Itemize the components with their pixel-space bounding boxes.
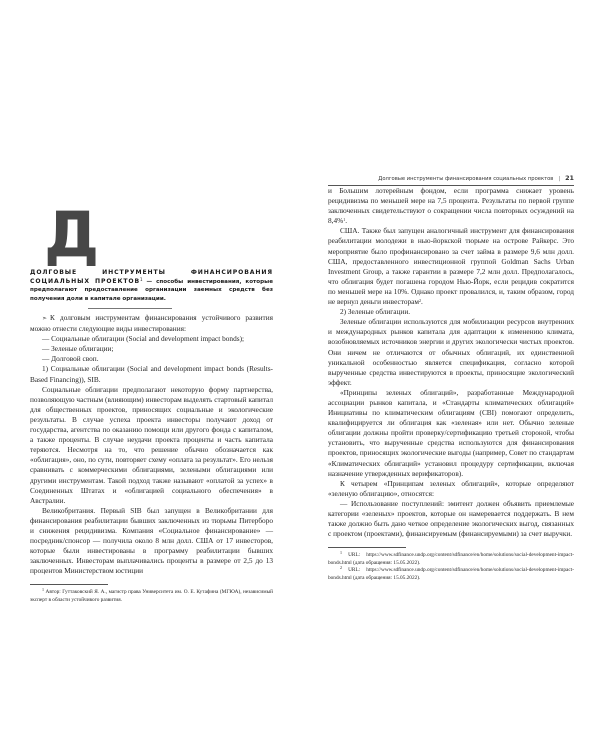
header-separator: | xyxy=(558,176,561,182)
paragraph: Зеленые облигации используются для мобилизации ресурсов внутренних и международных рынков капитала для адаптации к изменению климата, возобновляемых источников энергии и других экологически чистых проектов. Они ничем не отличаются от обычных облигаций, их единственной уникальной особенностью является спецификация, согласно которой вырученные средства инвестируются в проекты, приносящие экологический эффект. xyxy=(328,317,574,387)
running-header-title: Долговые инструменты финансирования социальных проектов xyxy=(378,176,554,182)
heading-divider xyxy=(88,308,172,309)
list-item: — Использование поступлений: эмитент должен объявить приемлемые категории «зеленых» проектов, которые он намеревается поддержать. В нем также должно быть дано четкое определение экологических выгод, связанных с проектом (проектами), финансируемым (финансируемыми) за счет выручки. xyxy=(328,498,574,539)
right-body-column xyxy=(328,186,574,582)
paragraph: Социальные облигации предполагают некоторую форму партнерства, позволяющую частным (влияющим) инвесторам выделять стартовый капитал для общественных проектов, приносящих социальные и экологические результаты. В случае успеха проекта инвесторы получают доход от государства, агентства по оказанию помощи или другого фонда с капиталом, а также проценты. В случае неудачи проекта проценты и часть капитала теряются. Несмотря на то, что решение обычно обозначается как «облигация», оно, по сути, повторяет схему «оплата за результат». Его нельзя сравнивать с коммерческими облигациями, зелеными облигациями или другими инструментам. Такой подход также называют «оплатой за успех» в Соединенных Штатах и «облигацией социального обеспечения» в Австралии. xyxy=(30,384,273,505)
arrow-marker-icon: ➣ xyxy=(42,316,48,322)
footnote: $^2$ URL: https://www.sdfinance.undp.org/content/sdfinance/en/home/solutions/social-development-impact-bonds.html (дата обращения: 15.05.2022). xyxy=(328,565,574,581)
drop-cap-letter: Д xyxy=(44,198,100,271)
chapter-heading xyxy=(30,269,273,303)
footnote-divider xyxy=(30,584,108,585)
chapter-title: ДОЛГОВЫЕ ИНСТРУМЕНТЫ ФИНАНСИРОВАНИЯ СОЦИАЛЬНЫХ ПРОЕКТОВ xyxy=(30,269,273,285)
footnote-ref: 1 xyxy=(140,276,143,282)
paragraph: ➣ К долговым инструментам финансирования устойчивого развития можно отнести следующие виды инвестирования: xyxy=(30,313,273,334)
section-heading: 1) Социальные облигации (Social and development impact bonds (Results-Based Financing)), SIB. xyxy=(30,364,273,384)
footnote: $^1$ URL: https://www.sdfinance.undp.org/content/sdfinance/en/home/solutions/social-development-impact-bonds.html (дата обращения: 15.05.2022). xyxy=(328,550,574,566)
right-page xyxy=(300,0,600,750)
footnote: $^1$ Автор: Гуттаковский Я. А., магистр права Университета им. О. Е. Кутафина (МГЮА), независимый эксперт в области устойчивого развития. xyxy=(30,587,274,603)
section-heading: 2) Зеленые облигации. xyxy=(340,307,411,317)
chapter-definition: — способы инвестирования, которые предполагают предоставление организации заемных средств без получения доли в капитале организации. xyxy=(30,278,273,302)
list-item: — Социальные облигации (Social and development impact bonds); xyxy=(42,334,245,344)
paragraph: «Принципы зеленых облигаций», разработанные Международной ассоциации рынков капитала, и «Стандарты климатических облигаций» Инициативы по климатическим облигациям (CBI) помогают определить, квалифицируется ли облигация как «зеленая» или нет. Обычно зеленые облигации должны пройти проверку/сертификацию третьей стороной, чтобы установить, что вырученные средства используются для финансирования проектов, приносящих экологические выгоды (например, Совет по стандартам «Климатических облигаций» установил процедуру сертификации, включая назначение утвержденных верификаторов). xyxy=(328,387,574,478)
list-item: — Долговой своп. xyxy=(42,354,99,364)
paragraph: и Большим лотерейным фондом, если программа снижает уровень рецидивизма по меньшей мере на 7,5 процента. Результаты по первой группе заключенных свидетельствуют о сокращении числа повторных осуждений на 8,4%$^1$. xyxy=(328,186,574,226)
paragraph: К четырем «Принципам зеленых облигаций», которые определяют «зеленую облигацию», относятся: xyxy=(328,478,574,498)
page-number: 21 xyxy=(565,174,574,182)
left-body-column xyxy=(30,313,273,604)
footnote-divider xyxy=(328,547,406,548)
paragraph: Великобритания. Первый SIB был запущен в Великобритании для финансирования реабилитации бывших заключенных из тюрьмы Питерборо и снижения рецидивизма. Компания «Социальное финансирование» — посредник/спонсор — получила около 8 млн долл. США от 17 инвесторов, которые были инвестированы в программу реабилитации бывших заключенных. Инвесторам выплачивались проценты в размере от 2,5 до 13 процентов Министерством юстиции xyxy=(30,505,273,576)
paragraph: США. Также был запущен аналогичный инструмент для финансирования реабилитации молодежи в нью-йоркской тюрьме на острове Райкерс. Это мероприятие было профинансировано за счет займа в размере 9,6 млн долл. США, предоставленного инвестиционной группой Goldman Sachs Urban Investment Group, а также гарантии в размере 7,2 млн долл. Предполагалось, что облигация будет погашена городом Нью-Йорк, если рецидив сократится по меньшей мере на 10%. Однако проект провалился, и, таким образом, город не вернул деньги инвесторам$^2$. xyxy=(328,226,574,307)
running-header xyxy=(328,174,574,186)
list-item: — Зеленые облигации; xyxy=(42,344,114,354)
